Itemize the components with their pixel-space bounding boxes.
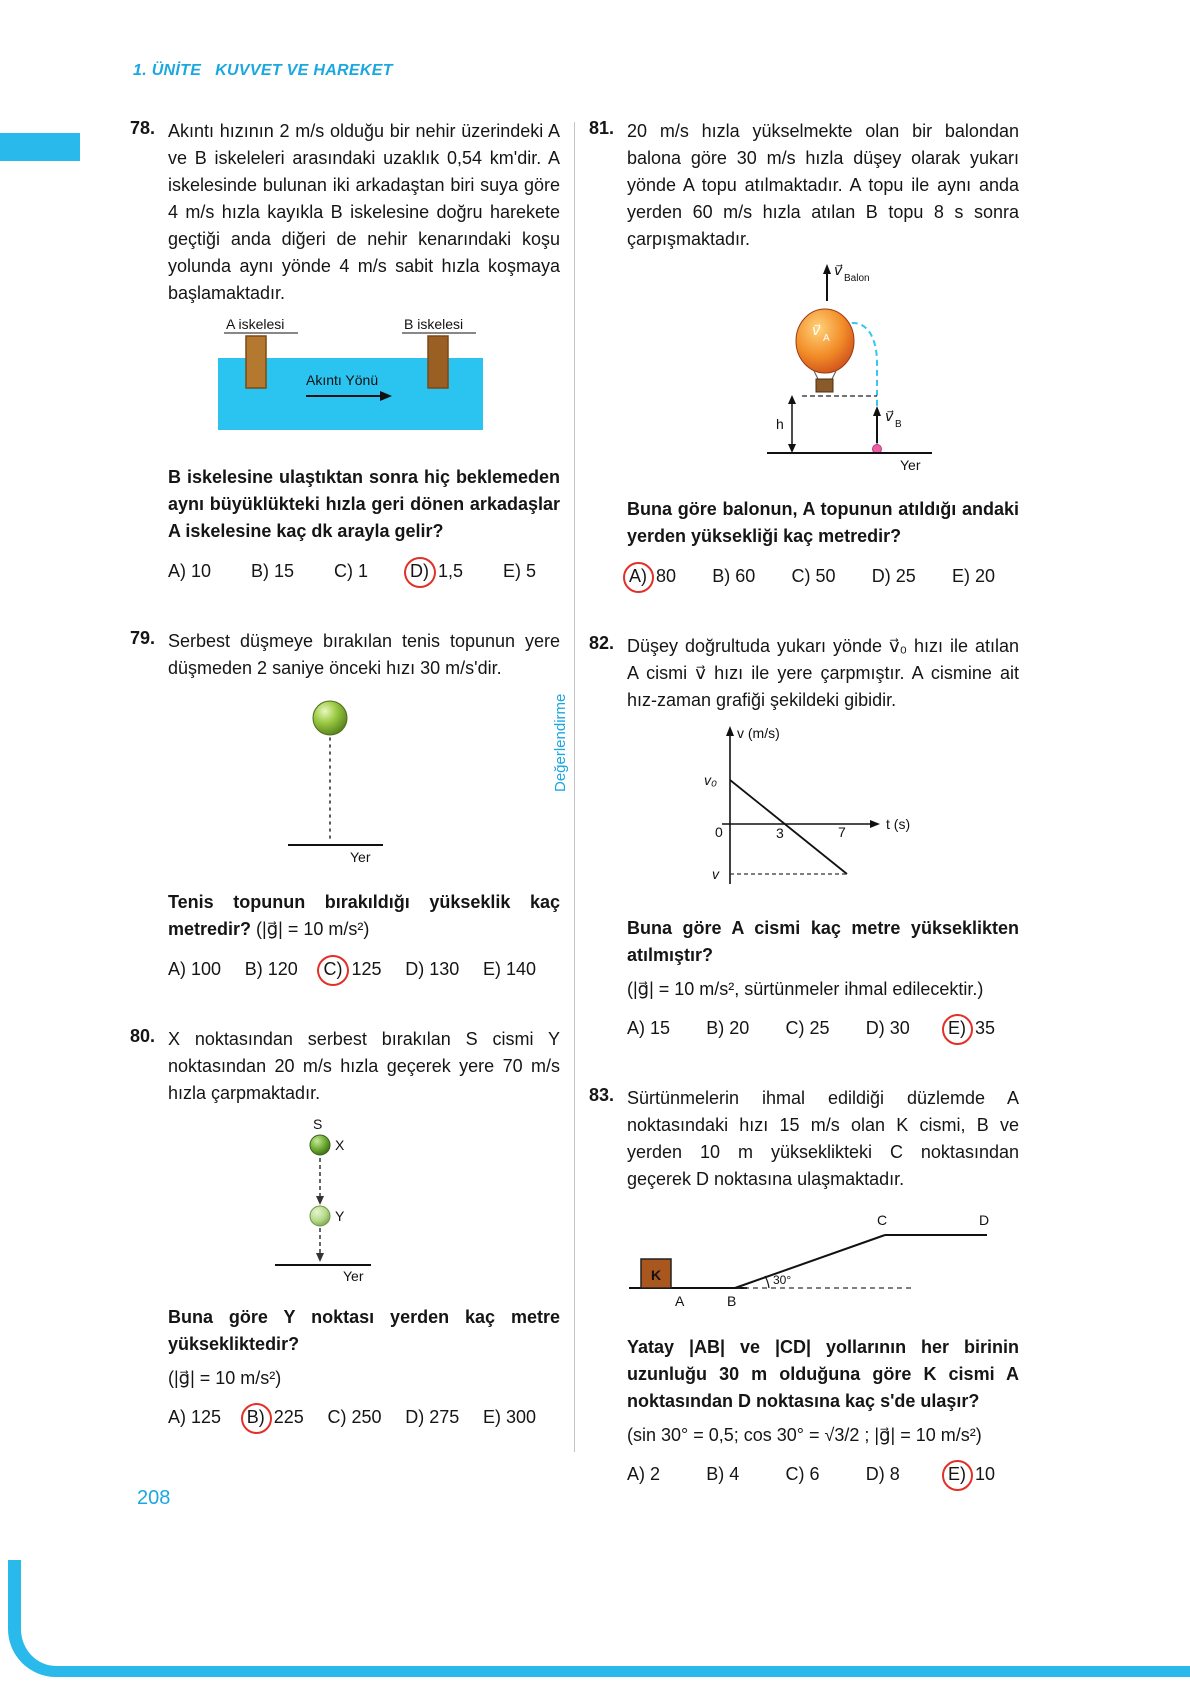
tennis-ball [313, 701, 347, 735]
v-b-sub: B [895, 419, 902, 430]
option-c: C) 125 [321, 959, 381, 982]
v-balloon-sub: Balon [844, 273, 870, 284]
option-d: D) 25 [871, 566, 916, 586]
page-number: 208 [137, 1487, 171, 1509]
v-b-label: v⃗ [885, 408, 894, 424]
unit-header [133, 62, 393, 80]
option-e: E) 35 [946, 1018, 995, 1041]
point-d-label: D [979, 1212, 990, 1228]
option-e: E) 10 [946, 1464, 995, 1487]
t-axis-label: t (s) [886, 816, 911, 832]
free-fall-svg [208, 692, 438, 870]
height-arrowhead-top-icon [788, 395, 796, 404]
trig-note: (sin 30° = 0,5; cos 30° = √3/2 ; |g⃗| = 10 m/s²) [627, 1425, 982, 1445]
velocity-line [730, 780, 847, 874]
velocity-time-graph-svg [660, 724, 930, 896]
angle-arc [765, 1276, 769, 1288]
option-e: E) 5 [502, 561, 536, 581]
question-83 [589, 1085, 1019, 1487]
incline-track-svg [627, 1203, 1027, 1315]
option-d: D) 130 [405, 959, 460, 979]
answer-options [627, 566, 995, 589]
option-a: A) 10 [168, 561, 212, 581]
gravity-note: (|g⃗| = 10 m/s²) [256, 919, 370, 939]
v0-label: v₀ [704, 772, 717, 788]
point-b-label: B [727, 1293, 737, 1309]
pier-b [428, 336, 448, 388]
river-diagram [218, 317, 560, 450]
option-d: D) 1,5 [408, 561, 463, 584]
flow-direction-label: Akıntı Yönü [306, 372, 379, 388]
unit-title: KUVVET VE HAREKET [215, 62, 393, 79]
question-prompt: Buna göre A cismi kaç metre yükseklikten atılmıştır? [627, 918, 1019, 965]
option-c: C) 250 [327, 1407, 382, 1427]
point-x-label: X [335, 1137, 345, 1153]
option-a: A) 15 [627, 1018, 671, 1038]
option-d: D) 30 [865, 1018, 910, 1038]
height-label: h [776, 416, 784, 432]
height-arrowhead-bottom-icon [788, 444, 796, 453]
ground-label: Yer [343, 1268, 364, 1284]
t-axis-arrowhead-icon [870, 820, 880, 828]
option-b: B) 4 [706, 1464, 740, 1484]
answer-options [627, 1464, 995, 1487]
question-prompt: Buna göre balonun, A topunun atıldığı andaki yerden yüksekliği kaç metredir? [627, 499, 1019, 546]
ground-label: Yer [350, 849, 371, 865]
point-a-label: A [675, 1293, 685, 1309]
origin-label: 0 [715, 824, 723, 840]
two-point-fall-svg [223, 1117, 433, 1285]
answer-options [168, 959, 536, 982]
unit-label: 1. ÜNİTE [133, 62, 202, 79]
question-number: 80. [130, 1026, 156, 1046]
question-prompt: B iskelesine ulaştıktan sonra hiç beklemeden aynı büyüklükteki hızla geri dönen arkadaşlar A iskelesine kaç dk arayla gelir? [168, 467, 560, 541]
v-a-sub: A [823, 333, 830, 344]
gravity-note: (|g⃗| = 10 m/s²) [168, 1368, 282, 1388]
option-b: B) 15 [251, 561, 295, 581]
answer-options [168, 561, 536, 584]
point-c-label: C [877, 1212, 888, 1228]
pier-a [246, 336, 266, 388]
ground-label: Yer [900, 457, 921, 473]
left-column [130, 118, 560, 1474]
v-label: v [712, 866, 719, 882]
question-number: 79. [130, 628, 156, 648]
answer-options [168, 1407, 536, 1430]
river-diagram-svg [218, 317, 483, 445]
option-a: A) 80 [627, 566, 676, 589]
balloon-velocity-arrowhead-icon [823, 264, 831, 274]
question-number: 83. [589, 1085, 615, 1105]
right-column [589, 118, 1019, 1531]
side-label-degerlendirme: Değerlendirme [552, 693, 569, 792]
pier-b-label: B iskelesi [404, 317, 464, 332]
question-text: Serbest düşmeye bırakılan tenis topunun yere düşmeden 2 saniye önceki hızı 30 m/s'dir. [168, 631, 560, 678]
option-c: C) 6 [785, 1464, 820, 1484]
t2-label: 7 [838, 824, 846, 840]
question-80 [130, 1026, 560, 1430]
arrowhead-2-icon [316, 1253, 324, 1262]
arrowhead-1-icon [316, 1196, 324, 1205]
gravity-note: (|g⃗| = 10 m/s², sürtünmeler ihmal edilecektir.) [627, 979, 984, 999]
option-d: D) 8 [865, 1464, 900, 1484]
basket [816, 379, 833, 392]
v-axis-arrowhead-icon [726, 726, 734, 736]
question-text: Sürtünmelerin ihmal edildiği düzlemde A noktasındaki hızı 15 m/s olan K cismi, B ve yerden 10 m yükseklikteki C noktasından geçerek D noktasına ulaşmaktadır. [627, 1088, 1019, 1189]
question-78 [130, 118, 560, 584]
two-point-fall-diagram [223, 1117, 560, 1290]
answer-options [627, 1018, 995, 1041]
option-a: A) 125 [168, 1407, 222, 1427]
question-prompt: Tenis topunun bırakıldığı yükseklik kaç metredir? [168, 892, 560, 939]
b-velocity-arrowhead-icon [873, 406, 881, 416]
column-divider [574, 122, 575, 1452]
object-at-x [310, 1135, 330, 1155]
t1-label: 3 [776, 825, 784, 841]
bottom-accent-bar [8, 1560, 1190, 1677]
option-b: B) 225 [245, 1407, 304, 1430]
point-y-label: Y [335, 1208, 345, 1224]
question-prompt: Yatay |AB| ve |CD| yollarının her birinin uzunluğu 30 m olduğuna göre K cismi A noktasından D noktasına kaç s'de ulaşır? [627, 1337, 1019, 1411]
option-b: B) 60 [712, 566, 756, 586]
question-number: 81. [589, 118, 615, 138]
object-at-y [310, 1206, 330, 1226]
question-81 [589, 118, 1019, 589]
question-number: 82. [589, 633, 615, 653]
v-balloon-label: v⃗ [834, 263, 843, 278]
question-prompt: Buna göre Y noktası yerden kaç metre yüksekliktedir? [168, 1307, 560, 1354]
question-79 [130, 628, 560, 982]
k-block-label: K [651, 1267, 662, 1283]
incline-track-diagram [627, 1203, 1019, 1320]
option-a: A) 2 [627, 1464, 661, 1484]
question-text: X noktasından serbest bırakılan S cismi Y noktasından 20 m/s hızla geçerek yere 70 m/s hızla çarpmaktadır. [168, 1029, 560, 1103]
question-text: 20 m/s hızla yükselmekte olan bir balondan balona göre 30 m/s hızla düşey olarak yukarı yönde A topu atılmaktadır. A topu ile aynı anda yerden 60 m/s hızla atılan B topu 8 s sonra çarpışmaktadır. [627, 121, 1019, 249]
option-a: A) 100 [168, 959, 222, 979]
option-c: C) 50 [791, 566, 836, 586]
v-a-label: v⃗ [812, 322, 821, 338]
question-text: Akıntı hızının 2 m/s olduğu bir nehir üzerindeki A ve B iskeleleri arasındaki uzaklık 0,54 km'dir. A iskelesinde bulunan iki arkadaştan biri suya göre 4 m/s hızla kayıkla B iskelesine doğru harekete geçtiği anda diğeri de nehir kenarındaki koşu yolunda aynı yönde 4 m/s sabit hızla koşmaya başlamaktadır. [168, 121, 560, 303]
option-b: B) 20 [706, 1018, 750, 1038]
free-fall-diagram [208, 692, 560, 875]
balloon-diagram [722, 263, 1019, 482]
option-e: E) 140 [482, 959, 536, 979]
option-c: C) 25 [785, 1018, 830, 1038]
v-axis-label: v (m/s) [737, 725, 780, 741]
question-text: Düşey doğrultuda yukarı yönde v⃗₀ hızı ile atılan A cismi v⃗ hızı ile yere çarpmıştır. A cismine ait hız-zaman grafiği şekildeki gibidir. [627, 636, 1019, 710]
angle-label: 30° [773, 1273, 792, 1287]
velocity-time-graph [660, 724, 1019, 901]
incline-line [735, 1235, 885, 1288]
point-s-label: S [313, 1117, 323, 1132]
top-accent-bar [0, 133, 80, 161]
content-columns [130, 118, 1019, 1531]
balloon-svg [722, 263, 972, 477]
question-number: 78. [130, 118, 156, 138]
option-d: D) 275 [405, 1407, 460, 1427]
option-b: B) 120 [244, 959, 298, 979]
option-e: E) 300 [482, 1407, 536, 1427]
option-c: C) 1 [334, 561, 369, 581]
question-82 [589, 633, 1019, 1041]
pier-a-label: A iskelesi [226, 317, 285, 332]
option-e: E) 20 [951, 566, 995, 586]
